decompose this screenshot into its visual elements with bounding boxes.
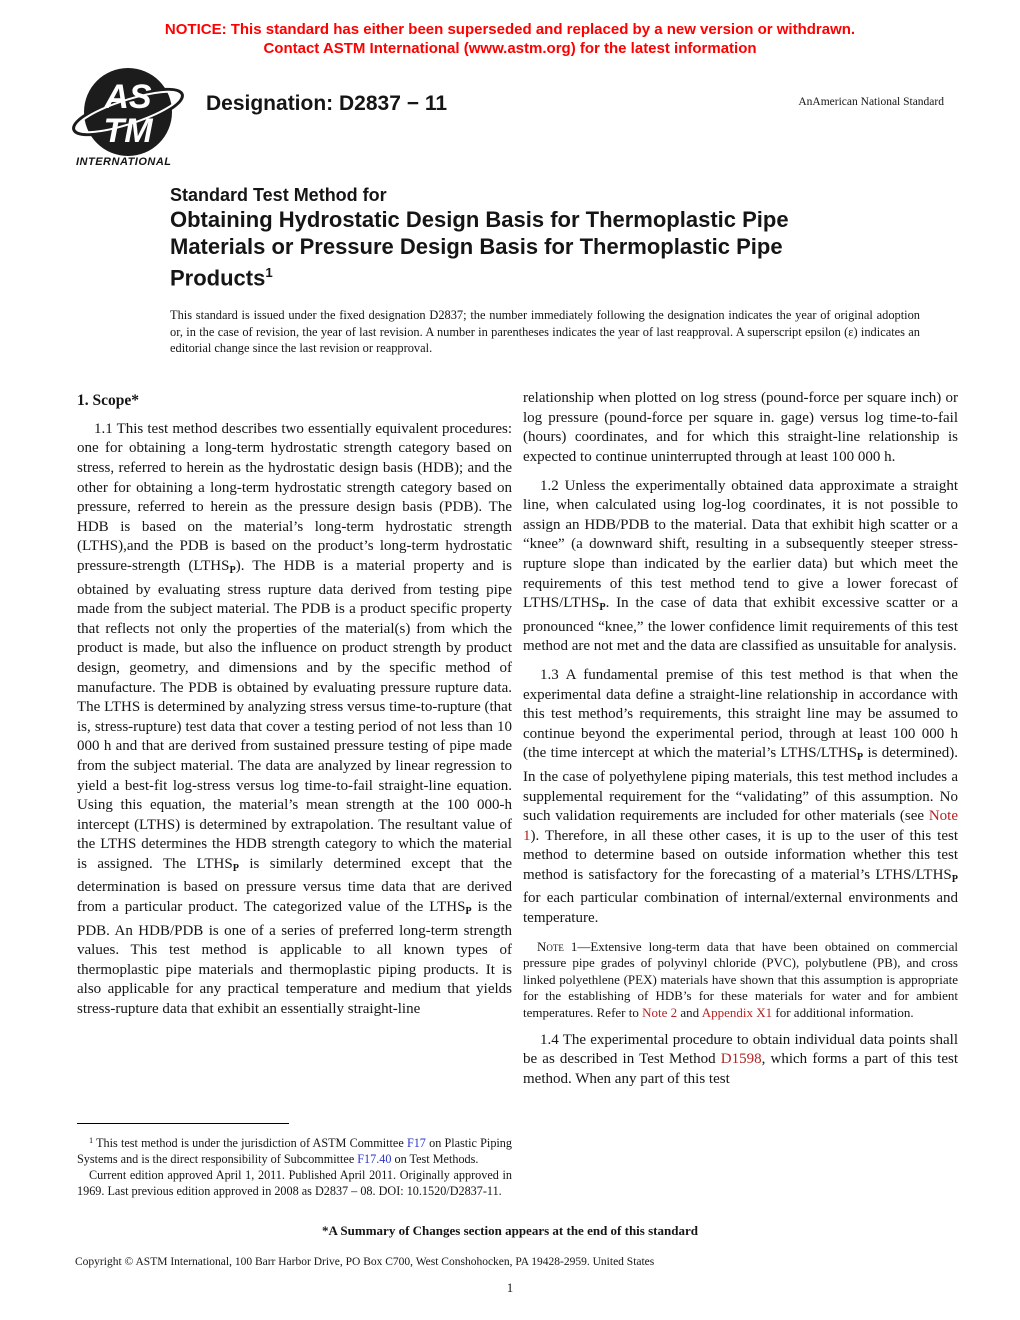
footnote-marker: 1: [89, 1136, 94, 1146]
reference-link[interactable]: Note 1: [523, 808, 958, 844]
footnote-section: [77, 1113, 512, 1199]
title-kicker: Standard Test Method for: [170, 185, 387, 205]
text-run: is determined). In the case of polyethylene piping materials, this test method includes a supplemental requirement for the “validating” of this assumption. No such validation requirements are included for other materials (see: [523, 745, 958, 825]
body-paragraph: [523, 477, 958, 657]
right-column: [523, 387, 958, 1199]
document-title: [170, 184, 920, 292]
text-run: 1.1 This test method describes two essentially equivalent procedures: one for obtaining a long-term hydrostatic strength category based on stress, referred to herein as the hydrostatic design basis (HDB); and the other for obtaining a long-term hydrostatic strength category based on pressure, referred to herein as the pressure design basis (PDB). The HDB is based on the material’s long-term hydrostatic strength (LTHS),and the PDB is based on the product’s long-term hydrostatic pressure-strength (LTHS: [77, 420, 512, 574]
section-heading: [77, 391, 512, 411]
reference-link[interactable]: Appendix X1: [701, 1005, 773, 1021]
text-run: on Plastic Piping Systems and is the direct responsibility of Subcommittee: [77, 1136, 512, 1167]
page-number: 1: [506, 1281, 514, 1296]
text-run: is the PDB. An HDB/PDB is one of a series of preferred long-term strength values. This test method is applicable to all known types of thermoplastic pipe materials and thermoplastic piping products. It is also applicable for any practical temperature and medium that yields stress-rupture data that exhibit an essentially straight-line: [77, 899, 512, 1018]
text-run: Current edition approved April 1, 2011. Published April 2011. Originally approved in 1969. Last previous edition approved in 2008 as D2837 – 08. DOI: 10.1520/D2837-11.: [77, 1167, 512, 1198]
left-column-text: [77, 387, 512, 1019]
text-run: 1.2 Unless the experimentally obtained data approximate a straight line, when calculated using log-log coordinates, it is not possible to assign an HDB/PDB to the material. Data that exhibit high scatter or a “knee” (a downward shift, resulting in a subsequently steeper stress-rupture slope than indicated by the earlier data) but which meet the requirements of this test method tend to give a lower forecast of LTHS/LTHS: [523, 477, 958, 612]
body-paragraph: [523, 666, 958, 929]
text-run: . In the case of data that exhibit excessive scatter or a pronounced “knee,” the lower confidence limit requirements of this test method are not met and the data are classified as unsuitable for analysis.: [523, 595, 958, 655]
subscript: P: [599, 602, 606, 614]
subscript: P: [232, 862, 239, 874]
designation-heading: Designation: D2837 − 11: [206, 92, 448, 115]
document-header: [72, 66, 958, 168]
text-run: relationship when plotted on log stress (pound-force per square inch) or log pressure (pound-force per square in. gage) versus log time-to-fail (hours) coordinates, and for which this straight-line relationship is expected to continue uninterrupted through at least 100 000 h.: [523, 390, 958, 465]
note-paragraph: [523, 939, 958, 1022]
footnote-text-block: [77, 1133, 512, 1199]
title-products-text: Products: [170, 265, 266, 291]
footnote-text: [77, 1168, 512, 1199]
subscript: P: [465, 906, 472, 918]
reference-link[interactable]: Note 2: [642, 1005, 678, 1021]
superseded-notice-banner: [0, 0, 1020, 58]
subscript: P: [856, 752, 864, 764]
logo-international-label: INTERNATIONAL: [76, 156, 172, 168]
body-paragraph: [523, 1031, 958, 1090]
body-paragraph: [77, 420, 512, 1020]
text-run: ). The HDB is a material property and is obtained by evaluating stress rupture data derived from testing pipe made from the subject material. The PDB is a product specific property that reflects not only the properties of the material(s) from which the product is made, but also the influence on product strength by product design, geometry, and dimensions and by the specific method of manufacture. The PDB is obtained by evaluating pressure rupture data. The LTHS is determined by analyzing stress versus time-to-rupture (that is, stress-rupture) test data that cover a testing period of not less than 10 000 h and that are derived from sustained pressure testing of pipe made from the subject material. The data are analyzed by linear regression to yield a best-fit log-stress versus log time-to-fail straight-line equation. Using this equation, the material’s mean strength at the 100 000-h intercept (LTHS) is determined by extrapolation. The resultant value of the LTHS determines the HDB strength category to which the material is assigned. The LTHS: [77, 557, 513, 872]
notice-line-1: NOTICE: This standard has either been superseded and replaced by a new version or withdrawn.: [164, 21, 856, 38]
text-run: and: [677, 1005, 702, 1021]
text-run: ). Therefore, in all these other cases, it is up to the user of this test method to determine based on outside information whether this test method is satisfactory for the forecasting of a material’s LTHS/LTHS: [523, 827, 958, 883]
reference-link[interactable]: F17.40: [357, 1152, 392, 1167]
issuance-paragraph: This standard is issued under the fixed designation D2837; the number immediately following the designation indicates the year of original adoption or, in the case of revision, the year of last revision. A number in parentheses indicates the year of last reapproval. A superscript epsilon (ε) indicates an editorial change since the last revision or reapproval.: [170, 307, 920, 356]
subscript: P: [951, 873, 958, 885]
text-run: for additional information.: [772, 1005, 914, 1021]
text-run: , which forms a part of this test method. When any part of this test: [523, 1051, 958, 1087]
title-line-1: Obtaining Hydrostatic Design Basis for Thermoplastic Pipe: [170, 207, 789, 232]
svg-text:TM: TM: [103, 112, 153, 150]
text-run: 1. Scope*: [77, 392, 139, 410]
reference-link[interactable]: D1598: [720, 1051, 762, 1068]
text-run: Note 1: [537, 938, 578, 954]
body-paragraph: [523, 389, 958, 467]
footnote-text: [77, 1133, 512, 1167]
right-column-text: [523, 387, 958, 1089]
notice-line-2: Contact ASTM International (www.astm.org) for the latest information: [263, 40, 757, 57]
title-line-3: [170, 260, 920, 292]
body-columns: [77, 387, 958, 1199]
footnote-divider: [77, 1123, 289, 1124]
reference-link[interactable]: F17: [406, 1136, 426, 1151]
title-footnote-marker[interactable]: 1: [265, 265, 273, 280]
text-run: —Extensive long-term data that have been obtained on commercial pressure pipe grades of polyvinyl chloride (PVC), polybutlene (PB), and cross linked polyethlene (PEX) materials have shown that this assumption is appropriate for the establishing of HDB’s for these materials for water and for ambient temperatures. Refer to: [523, 938, 958, 1021]
text-run: is similarly determined except that the determination is based on pressure versus time data that are derived from a particular product. The categorized value of the LTHS: [77, 855, 513, 916]
astm-logo-icon: [72, 66, 184, 162]
subscript: P: [229, 564, 236, 576]
text-run: 1.3 A fundamental premise of this test method is that when the experimental data define a straight-line relationship in accordance with this test method’s requirements, this straight line may be assumed to continue beyond the experimental period, through at least 100 000 h (the time intercept at which the material’s LTHS/LTHS: [523, 666, 958, 762]
text-run: 1.4 The experimental procedure to obtain individual data points shall be as described in Test Method: [523, 1031, 958, 1068]
left-column: [77, 387, 512, 1199]
national-standard-label: AnAmerican National Standard: [798, 96, 944, 108]
text-run: This test method is under the jurisdiction of ASTM Committee: [93, 1136, 407, 1151]
text-run: for each particular combination of internal/external environments and temperature.: [523, 890, 958, 927]
title-line-2: Materials or Pressure Design Basis for Thermoplastic Pipe: [170, 233, 783, 259]
svg-text:AS: AS: [104, 78, 152, 116]
summary-of-changes-note: *A Summary of Changes section appears at the end of this standard: [322, 1223, 698, 1239]
copyright-line: Copyright © ASTM International, 100 Barr Harbor Drive, PO Box C700, West Conshohocken, PA 19428-2959. United States: [75, 1256, 655, 1269]
text-run: on Test Methods.: [391, 1152, 479, 1167]
astm-logo: [72, 66, 190, 168]
